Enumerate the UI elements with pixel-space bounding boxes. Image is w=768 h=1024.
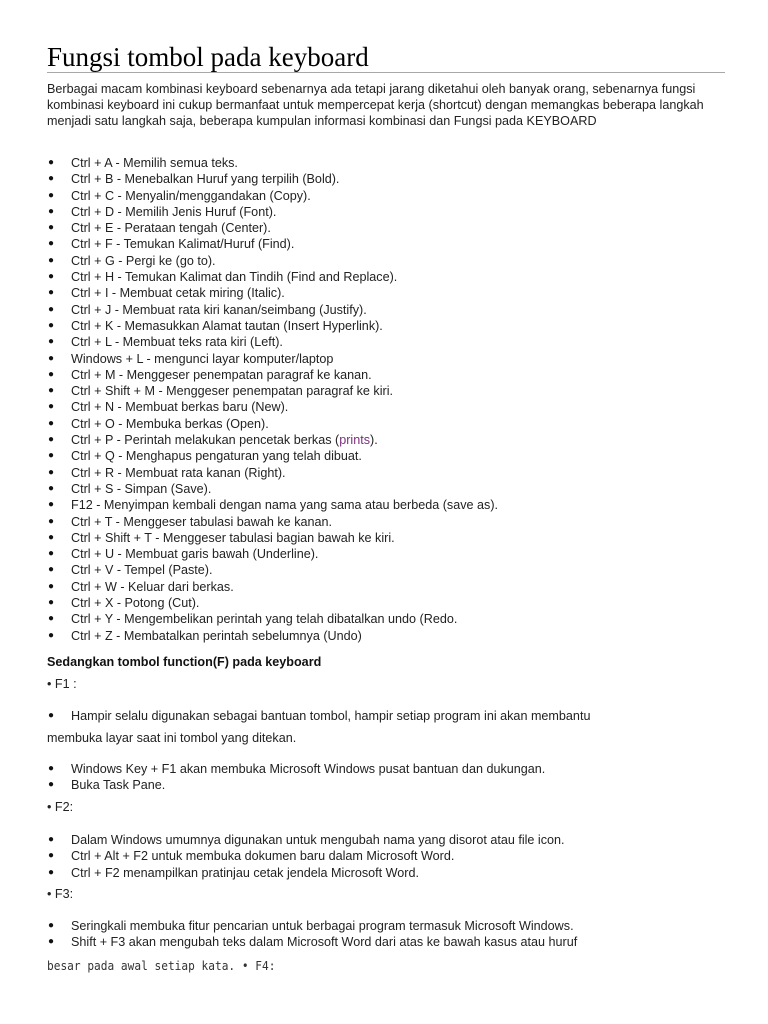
bullet-icon: ● [48, 613, 55, 625]
list-item [47, 432, 737, 448]
f1-label: • F1 : [47, 677, 77, 691]
f3-list [47, 918, 737, 951]
list-item-text: Seringkali membuka fitur pencarian untuk berbagai program termasuk Microsoft Windows. [71, 919, 574, 933]
list-item-text: Ctrl + S - Simpan (Save). [71, 481, 212, 496]
list-item [47, 481, 737, 497]
bullet-icon: ● [48, 319, 55, 331]
list-item-text: F12 - Menyimpan kembali dengan nama yang sama atau berbeda (save as). [71, 498, 499, 513]
bullet-icon: ● [48, 779, 55, 791]
list-item [47, 318, 737, 334]
bullet-icon: ● [48, 352, 55, 364]
list-item [47, 351, 737, 367]
list-item [47, 465, 737, 481]
list-item [47, 514, 737, 530]
bullet-icon: ● [48, 936, 55, 948]
list-item [47, 611, 737, 627]
list-item-text: Ctrl + B - Menebalkan Huruf yang terpilih (Bold). [71, 172, 340, 187]
list-item [47, 204, 737, 220]
list-item [47, 269, 737, 285]
list-item-text: Buka Task Pane. [71, 778, 166, 793]
list-item-text: Ctrl + E - Perataan tengah (Center). [71, 221, 271, 236]
bullet-icon: ● [48, 336, 55, 348]
list-item [47, 334, 737, 350]
bullet-icon: ● [48, 254, 55, 266]
list-item [47, 865, 737, 881]
list-item [47, 595, 737, 611]
list-item-text: Ctrl + K - Memasukkan Alamat tautan (Insert Hyperlink). [71, 318, 383, 333]
page-title: Fungsi tombol pada keyboard [47, 42, 369, 72]
f1-item-continuation: membuka layar saat ini tombol yang ditekan. [47, 731, 297, 745]
list-item-text: Ctrl + U - Membuat garis bawah (Underline). [71, 547, 319, 562]
list-item [47, 832, 737, 848]
list-item [47, 220, 737, 236]
bullet-icon: ● [48, 189, 55, 201]
list-item [47, 918, 737, 934]
list-item-text: Ctrl + H - Temukan Kalimat dan Tindih (Find and Replace). [71, 270, 398, 285]
bullet-icon: ● [48, 482, 55, 494]
list-item [47, 383, 737, 399]
list-item [47, 448, 737, 464]
bullet-icon: ● [48, 763, 55, 774]
footer-line: besar pada awal setiap kata. • F4: [47, 959, 276, 973]
list-item-text: Ctrl + V - Tempel (Paste). [71, 563, 213, 578]
list-item-text: Ctrl + T - Menggeser tabulasi bawah ke kanan. [71, 514, 333, 529]
list-item-text: Ctrl + W - Keluar dari berkas. [71, 579, 234, 594]
f1-list [47, 761, 737, 794]
list-item-text: Ctrl + Z - Membatalkan perintah sebelumnya (Undo) [71, 628, 362, 643]
bullet-icon: ● [48, 271, 55, 283]
list-item-text: Ctrl + G - Pergi ke (go to). [71, 253, 216, 268]
f2-list [47, 832, 737, 881]
bullet-icon: ● [48, 515, 55, 527]
bullet-icon: ● [48, 287, 55, 299]
bullet-icon: ● [48, 385, 55, 397]
list-item [47, 628, 737, 644]
list-item-text: Ctrl + A - Memilih semua teks. [71, 156, 238, 170]
f1-first-item-list [47, 708, 737, 724]
list-item [47, 708, 737, 724]
bullet-icon: ● [48, 564, 55, 576]
list-item-text: Ctrl + F - Temukan Kalimat/Huruf (Find). [71, 237, 295, 252]
bullet-icon: ● [48, 866, 55, 878]
list-item [47, 546, 737, 562]
list-item [47, 302, 737, 318]
bullet-icon: ● [48, 238, 55, 250]
list-item-text: Hampir selalu digunakan sebagai bantuan tombol, hampir setiap program ini akan membantu [71, 709, 591, 723]
list-item-text: Ctrl + Shift + T - Menggeser tabulasi bagian bawah ke kiri. [71, 530, 395, 545]
prints-link[interactable]: prints [339, 433, 371, 448]
shortcut-list [47, 155, 737, 644]
bullet-icon: ● [48, 303, 55, 315]
list-item [47, 155, 737, 171]
list-item-text: Ctrl + Shift + M - Menggeser penempatan paragraf ke kiri. [71, 384, 393, 399]
list-item [47, 399, 737, 415]
bullet-icon: ● [48, 531, 55, 543]
list-item-text: Ctrl + Q - Menghapus pengaturan yang telah dibuat. [71, 449, 362, 464]
bullet-icon: ● [48, 920, 55, 931]
list-item-text: Ctrl + N - Membuat berkas baru (New). [71, 400, 289, 415]
intro-paragraph: Berbagai macam kombinasi keyboard sebenarnya ada tetapi jarang diketahui oleh banyak orang, sebenarnya fungsi kombinasi keyboard ini cukup bermanfaat untuk mempercepat kerja (shortcut) dengan memangkas beberapa langkah menjadi satu langkah saja, beberapa kumpulan informasi kombinasi dan Fungsi pada KEYBOARD [47, 82, 704, 128]
list-item-text: Ctrl + L - Membuat teks rata kiri (Left). [71, 335, 283, 350]
bullet-icon: ● [48, 499, 55, 511]
list-item [47, 761, 737, 777]
list-item-text: Windows Key + F1 akan membuka Microsoft Windows pusat bantuan dan dukungan. [71, 762, 546, 776]
bullet-icon: ● [48, 417, 55, 429]
list-item [47, 253, 737, 269]
list-item [47, 188, 737, 204]
bullet-icon: ● [48, 401, 55, 413]
bullet-icon: ● [48, 580, 55, 592]
list-item-text: Windows + L - mengunci layar komputer/laptop [71, 351, 334, 366]
bullet-icon: ● [48, 173, 55, 185]
list-item-text: Shift + F3 akan mengubah teks dalam Microsoft Word dari atas ke bawah kasus atau huruf [71, 935, 578, 950]
list-item [47, 416, 737, 432]
list-item-text-suffix: ). [370, 433, 378, 448]
bullet-icon: ● [48, 629, 55, 641]
bullet-icon: ● [48, 450, 55, 462]
list-item [47, 579, 737, 595]
list-item [47, 530, 737, 546]
list-item-text: Ctrl + P - Perintah melakukan pencetak berkas ( [71, 433, 340, 448]
list-item-text: Ctrl + C - Menyalin/menggandakan (Copy). [71, 188, 311, 203]
list-item-text: Dalam Windows umumnya digunakan untuk mengubah nama yang disorot atau file icon. [71, 833, 565, 847]
list-item [47, 497, 737, 513]
f3-label: • F3: [47, 887, 74, 901]
bullet-icon: ● [48, 205, 55, 217]
list-item-text: Ctrl + M - Menggeser penempatan paragraf ke kanan. [71, 367, 372, 382]
bullet-icon: ● [48, 597, 55, 609]
bullet-icon: ● [48, 368, 55, 380]
list-item [47, 562, 737, 578]
list-item [47, 848, 737, 864]
list-item-text: Ctrl + R - Membuat rata kanan (Right). [71, 465, 286, 480]
bullet-icon: ● [48, 834, 55, 845]
list-item-text: Ctrl + D - Memilih Jenis Huruf (Font). [71, 204, 277, 219]
list-item [47, 171, 737, 187]
list-item [47, 236, 737, 252]
list-item [47, 367, 737, 383]
title-divider [47, 72, 725, 73]
function-keys-heading: Sedangkan tombol function(F) pada keyboard [47, 655, 322, 669]
list-item [47, 285, 737, 301]
list-item-text: Ctrl + X - Potong (Cut). [71, 596, 200, 611]
bullet-icon: ● [48, 850, 55, 862]
bullet-icon: ● [48, 548, 55, 560]
list-item-text: Ctrl + O - Membuka berkas (Open). [71, 416, 269, 431]
list-item [47, 777, 737, 793]
bullet-icon: ● [48, 466, 55, 478]
bullet-icon: ● [48, 222, 55, 234]
list-item-text: Ctrl + F2 menampilkan pratinjau cetak jendela Microsoft Word. [71, 865, 419, 880]
bullet-icon: ● [48, 157, 55, 168]
bullet-icon: ● [48, 710, 55, 721]
list-item-text: Ctrl + Alt + F2 untuk membuka dokumen baru dalam Microsoft Word. [71, 849, 455, 864]
list-item [47, 934, 737, 950]
f2-label: • F2: [47, 800, 74, 814]
list-item-text: Ctrl + Y - Mengembelikan perintah yang telah dibatalkan undo (Redo. [71, 612, 458, 627]
bullet-icon: ● [48, 434, 55, 446]
list-item-text: Ctrl + I - Membuat cetak miring (Italic). [71, 286, 285, 301]
list-item-text: Ctrl + J - Membuat rata kiri kanan/seimbang (Justify). [71, 302, 367, 317]
